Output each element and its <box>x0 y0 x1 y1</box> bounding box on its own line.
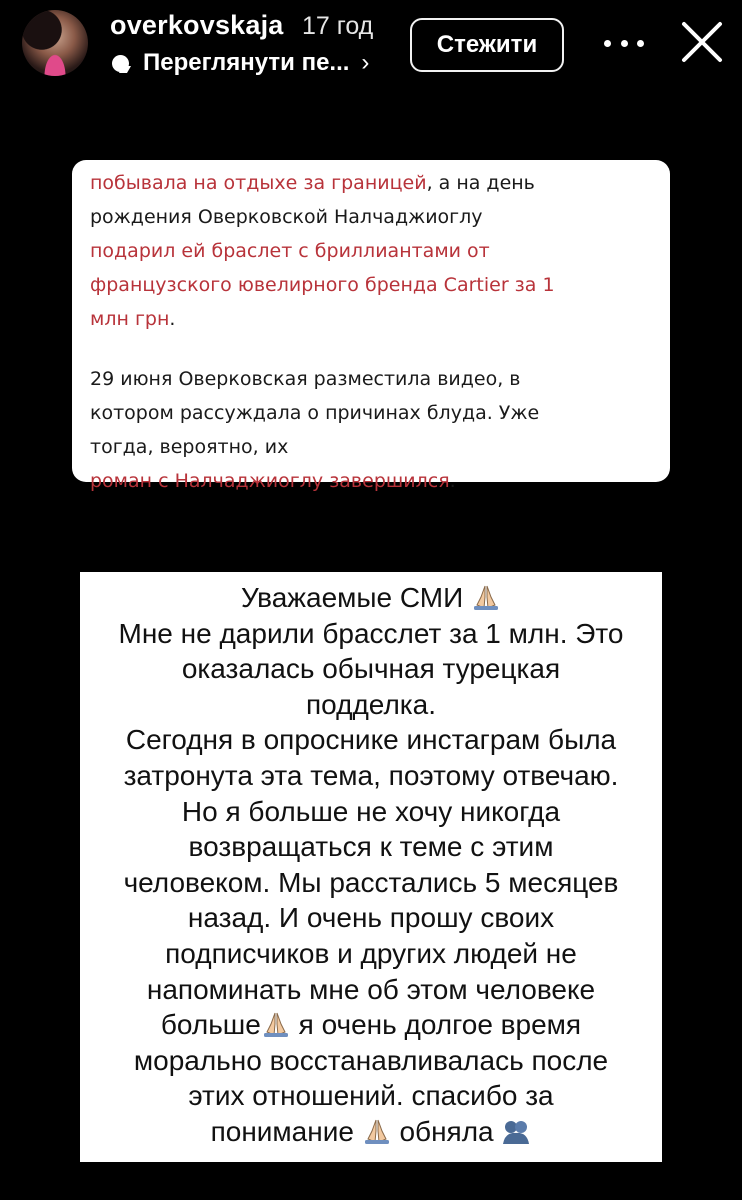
post-time: 17 год <box>302 12 374 40</box>
article-paragraph-1: побывала на отдыхе за границей, а на день рождения Оверковской Налчаджиоглу подарил ей браслет с бриллиантами от французского ювелирного бренда Cartier за 1 млн грн. <box>90 172 555 330</box>
chevron-right-icon: › <box>361 49 370 76</box>
article-link: французского ювелирного бренда Cartier за 1 <box>90 274 555 296</box>
statement-line: затронута эта тема, поэтому отвечаю. <box>123 759 619 791</box>
article-paragraph-2: 29 июня Оверковская разместила видео, в котором рассуждала о причинах блуда. Уже тогда, вероятно, их роман с Налчаджиоглу завершился. <box>90 368 540 492</box>
statement-line: напоминать мне об этом человеке <box>146 973 596 1005</box>
more-horizontal-icon[interactable] <box>604 33 644 53</box>
people-hugging-emoji <box>501 1117 531 1145</box>
statement-line: подписчиков и других людей не <box>165 937 577 969</box>
statement-line: возвращаться к теме с этим <box>188 831 554 863</box>
article-link: млн грн <box>90 308 170 330</box>
view-post-label: Переглянути пе... <box>143 49 350 76</box>
article-link: побывала на отдыхе за границей <box>90 172 427 194</box>
article-screenshot-card <box>72 160 670 492</box>
story-header <box>0 0 742 100</box>
statement-line: Мне не дарили брасслет за 1 млн. Это <box>118 617 624 649</box>
folded-hands-emoji <box>362 1117 392 1145</box>
avatar[interactable] <box>22 10 88 76</box>
statement-card <box>80 572 662 1162</box>
article-link: подарил ей браслет с бриллиантами от <box>90 240 490 262</box>
eye-icon <box>112 55 129 72</box>
statement-line: морально восстанавливалась после <box>133 1044 609 1076</box>
statement-line: больше я очень долгое время <box>160 1009 582 1041</box>
folded-hands-emoji <box>471 583 501 611</box>
statement-line: этих отношений. спасибо за <box>188 1080 554 1112</box>
username[interactable]: overkovskaja <box>110 10 284 40</box>
follow-button[interactable]: Стежити <box>410 18 564 72</box>
statement-line: назад. И очень прошу своих <box>187 902 555 934</box>
statement-line: оказалась обычная турецкая <box>181 653 561 685</box>
statement-line: понимание обняла <box>90 1114 652 1150</box>
statement-line: Сегодня в опроснике инстаграм была <box>125 724 617 756</box>
statement-line: Уважаемые СМИ <box>90 580 652 616</box>
article-link: роман с Налчаджиоглу завершился <box>90 470 450 492</box>
close-icon[interactable] <box>676 16 728 68</box>
statement-line: человеком. Мы расстались 5 месяцев <box>123 866 619 898</box>
view-post-link[interactable] <box>112 48 369 78</box>
statement-line: подделка. <box>306 688 436 720</box>
statement-line: Но я больше не хочу никогда <box>181 795 561 827</box>
folded-hands-emoji <box>261 1010 291 1038</box>
